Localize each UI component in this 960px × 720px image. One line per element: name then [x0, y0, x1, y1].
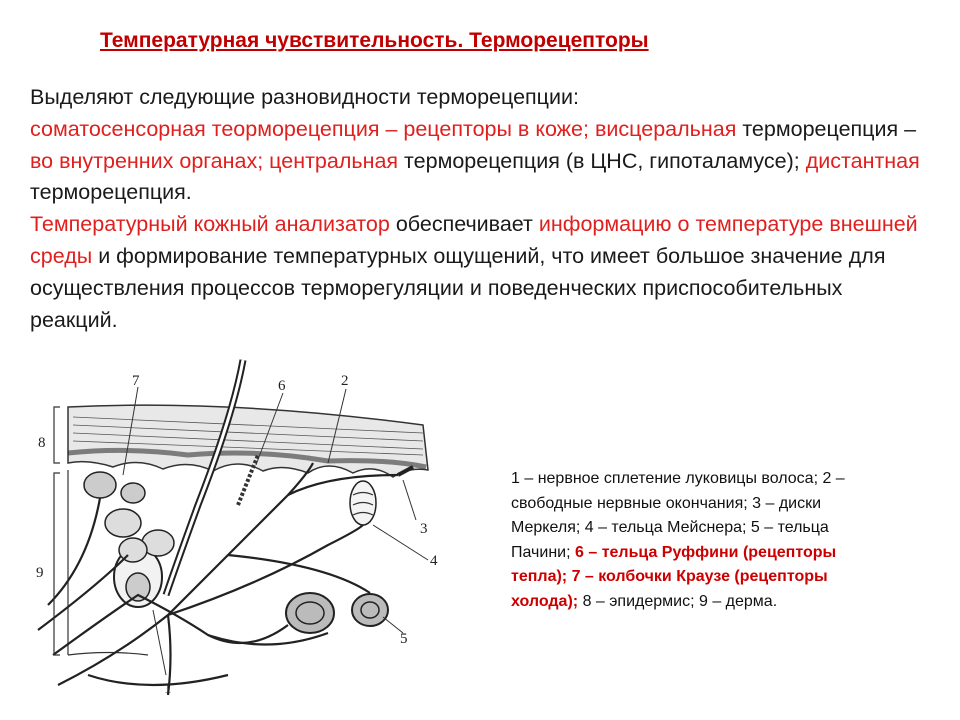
- label-8: 8: [38, 435, 46, 451]
- text-thermoreception-1: терморецепция –: [742, 116, 917, 141]
- text-somatosensory: соматосенсорная теорморецепция – рецепторы в коже;: [30, 116, 589, 141]
- text-intro: Выделяют следующие разновидности терморецепции:: [30, 85, 579, 109]
- krause-bulb: [84, 472, 116, 498]
- caption-part-1: 1 – нервное сплетение луковицы волоса; 2 – свободные нервные окончания; 3 – диски Меркеля; 4 – тельца Мейснера; 5 – тельца Пачини;: [511, 470, 845, 561]
- figure-caption: [511, 467, 851, 614]
- label-4: 4: [430, 553, 438, 569]
- label-1: 1: [164, 681, 172, 697]
- label-5: 5: [400, 631, 408, 647]
- skin-receptors-figure: [28, 355, 448, 715]
- text-visceral: висцеральная: [594, 116, 737, 141]
- text-sensations: и формирование температурных ощущений, что имеет большое значение для осуществления процессов терморегуляции и поведенческих приспособительных реакций.: [30, 243, 886, 332]
- text-distant: дистантная: [805, 148, 920, 173]
- text-analyzer: Температурный кожный анализатор: [30, 212, 390, 237]
- text-cns: терморецепция (в ЦНС, гипоталамусе);: [404, 148, 800, 173]
- text-internal-organs: во внутренних органах; центральная: [30, 148, 399, 173]
- label-2: 2: [341, 373, 349, 389]
- text-thermoreception-2: терморецепция.: [30, 180, 192, 205]
- label-6: 6: [278, 378, 286, 394]
- label-7: 7: [132, 373, 140, 389]
- text-provides: обеспечивает: [395, 212, 533, 237]
- label-9: 9: [36, 565, 44, 581]
- slide-title: Температурная чувствительность. Терморецепторы: [100, 29, 649, 52]
- text-information: информацию о температуре внешней среды: [30, 212, 918, 268]
- skin-diagram: [28, 355, 448, 715]
- body-paragraph: [30, 82, 930, 357]
- caption-part-2: 6 – тельца Руффини (рецепторы тепла); 7 – колбочки Краузе (рецепторы холода);: [511, 543, 837, 610]
- nerve-fibers: [38, 463, 398, 695]
- pacinian-corpuscle: [286, 593, 334, 633]
- caption-part-3: 8 – эпидермис; 9 – дерма.: [582, 592, 778, 610]
- label-3: 3: [420, 521, 428, 537]
